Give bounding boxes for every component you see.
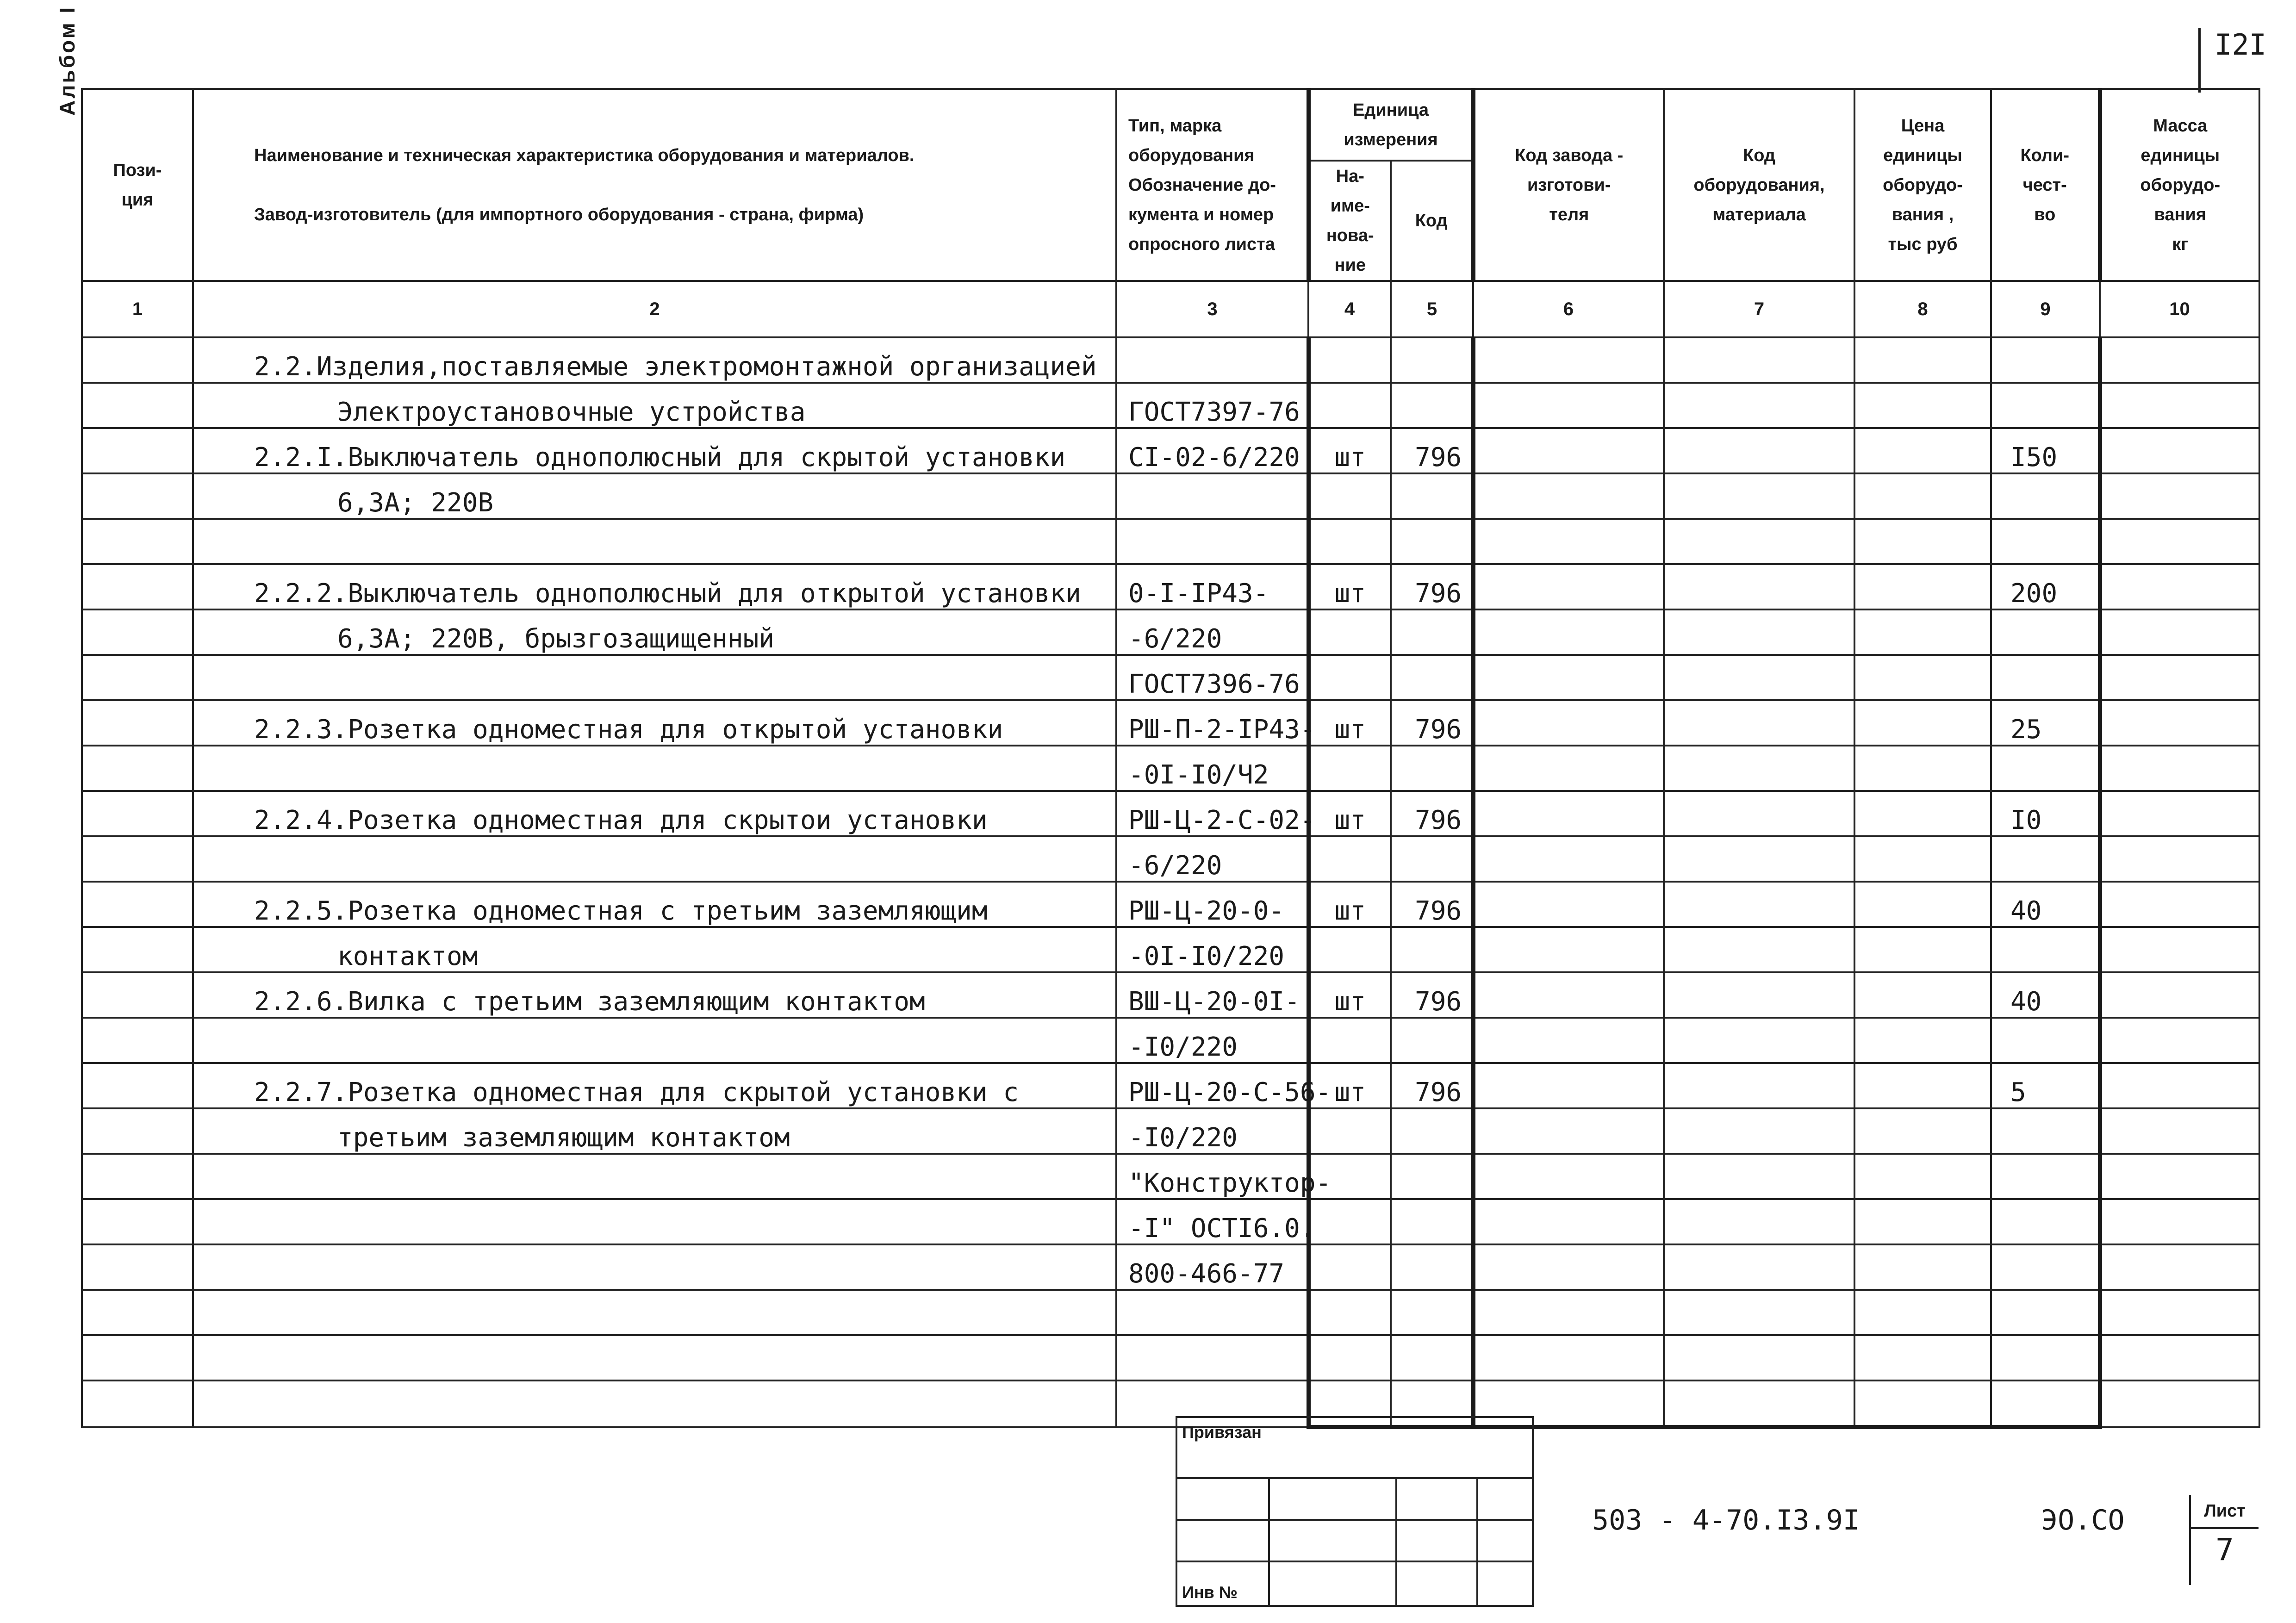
table-row [82, 1335, 2259, 1380]
item-unit-code [1391, 609, 1473, 655]
item-quantity [1991, 1290, 2100, 1335]
empty-cell [2100, 473, 2259, 519]
header-quantity: Коли- чест- во [1991, 89, 2100, 281]
item-quantity: 25 [1991, 700, 2100, 746]
item-unit: шт [1308, 791, 1391, 836]
item-unit [1308, 337, 1391, 383]
empty-cell [2100, 1335, 2259, 1380]
empty-cell [2100, 791, 2259, 836]
item-quantity [1991, 1380, 2100, 1427]
empty-cell [2100, 383, 2259, 428]
empty-cell [82, 1018, 193, 1063]
item-quantity: 40 [1991, 882, 2100, 927]
empty-cell [1854, 564, 1991, 609]
empty-cell [1664, 972, 1854, 1018]
header-type: Тип, марка оборудования Обозначение до- кумента и номер опросного листа [1116, 89, 1308, 281]
item-type [1116, 1335, 1308, 1380]
col-num: 4 [1308, 281, 1391, 337]
item-name [193, 1380, 1116, 1427]
empty-cell [2100, 1244, 2259, 1290]
empty-cell [2100, 609, 2259, 655]
empty-cell [1854, 1108, 1991, 1154]
item-type: -0I-I0/220 [1116, 927, 1308, 972]
item-name [193, 746, 1116, 791]
empty-cell [1854, 836, 1991, 882]
table-row [82, 609, 2259, 655]
item-unit-code [1391, 1290, 1473, 1335]
item-unit-code [1391, 1335, 1473, 1380]
empty-cell [1664, 519, 1854, 564]
empty-cell [1473, 1154, 1664, 1199]
empty-cell [1664, 836, 1854, 882]
stamp-bound-label: Привязан [1176, 1417, 1533, 1478]
item-quantity [1991, 746, 2100, 791]
item-quantity [1991, 519, 2100, 564]
empty-cell [1473, 519, 1664, 564]
empty-cell [1664, 791, 1854, 836]
empty-cell [82, 1108, 193, 1154]
item-quantity [1991, 383, 2100, 428]
empty-cell [1854, 428, 1991, 473]
table-row [82, 564, 2259, 609]
col-num: 5 [1391, 281, 1473, 337]
empty-cell [82, 1154, 193, 1199]
item-name: 2.2.7.Розетка одноместная для скрытой установки с [193, 1063, 1116, 1108]
item-unit [1308, 1199, 1391, 1244]
empty-cell [1664, 609, 1854, 655]
specification-table [81, 88, 2260, 1429]
empty-cell [1473, 1244, 1664, 1290]
item-name [193, 1244, 1116, 1290]
item-unit [1308, 609, 1391, 655]
empty-cell [2100, 1063, 2259, 1108]
empty-cell [1854, 972, 1991, 1018]
item-name [193, 1199, 1116, 1244]
header-unit: Единица измерения [1308, 89, 1473, 161]
empty-cell [1854, 746, 1991, 791]
item-type: -6/220 [1116, 609, 1308, 655]
table-row [82, 428, 2259, 473]
empty-cell [82, 1199, 193, 1244]
item-unit-code: 796 [1391, 882, 1473, 927]
item-unit-code [1391, 836, 1473, 882]
empty-cell [2100, 1108, 2259, 1154]
empty-cell [1664, 1244, 1854, 1290]
item-name: 2.2.6.Вилка с третьим заземляющим контактом [193, 972, 1116, 1018]
empty-cell [1473, 564, 1664, 609]
item-unit [1308, 746, 1391, 791]
item-quantity [1991, 609, 2100, 655]
item-unit-code [1391, 1244, 1473, 1290]
item-name: третьим заземляющим контактом [193, 1108, 1116, 1154]
item-type [1116, 337, 1308, 383]
empty-cell [2100, 972, 2259, 1018]
item-quantity: 40 [1991, 972, 2100, 1018]
table-row [82, 1018, 2259, 1063]
item-name [193, 519, 1116, 564]
empty-cell [1664, 1335, 1854, 1380]
empty-cell [82, 1244, 193, 1290]
empty-cell [2100, 927, 2259, 972]
empty-cell [2100, 337, 2259, 383]
item-name: 6,3А; 220В [193, 473, 1116, 519]
empty-cell [82, 609, 193, 655]
item-unit [1308, 1108, 1391, 1154]
empty-cell [1664, 1063, 1854, 1108]
empty-cell [1854, 473, 1991, 519]
empty-cell [1854, 700, 1991, 746]
empty-cell [1854, 882, 1991, 927]
empty-cell [82, 428, 193, 473]
item-unit [1308, 519, 1391, 564]
item-unit-code [1391, 383, 1473, 428]
empty-cell [2100, 1018, 2259, 1063]
item-unit-code [1391, 1108, 1473, 1154]
table-row [82, 337, 2259, 383]
empty-cell [82, 1335, 193, 1380]
item-type: -6/220 [1116, 836, 1308, 882]
table-row [82, 882, 2259, 927]
item-quantity [1991, 1018, 2100, 1063]
item-quantity: I0 [1991, 791, 2100, 836]
item-quantity [1991, 1154, 2100, 1199]
item-quantity [1991, 1199, 2100, 1244]
empty-cell [1854, 1290, 1991, 1335]
empty-cell [82, 791, 193, 836]
item-name: контактом [193, 927, 1116, 972]
item-name: 2.2.2.Выключатель однополюсный для открытой установки [193, 564, 1116, 609]
empty-cell [1473, 1063, 1664, 1108]
header-unit-code: Код [1391, 161, 1473, 281]
empty-cell [2100, 700, 2259, 746]
item-unit: шт [1308, 564, 1391, 609]
empty-cell [2100, 1290, 2259, 1335]
item-unit: шт [1308, 882, 1391, 927]
empty-cell [2100, 1380, 2259, 1427]
item-unit: шт [1308, 1063, 1391, 1108]
item-type [1116, 519, 1308, 564]
item-unit-code [1391, 655, 1473, 700]
empty-cell [1473, 927, 1664, 972]
empty-cell [1854, 1063, 1991, 1108]
binding-stamp [1176, 1416, 1534, 1607]
table-row [82, 1154, 2259, 1199]
item-name: 2.2.I.Выключатель однополюсный для скрытой установки [193, 428, 1116, 473]
empty-cell [1664, 746, 1854, 791]
item-type: ГОСТ7397-76 [1116, 383, 1308, 428]
item-name: 2.2.5.Розетка одноместная с третьим заземляющим [193, 882, 1116, 927]
item-type: 0-I-IP43- [1116, 564, 1308, 609]
empty-cell [1473, 609, 1664, 655]
empty-cell [1664, 428, 1854, 473]
empty-cell [82, 1380, 193, 1427]
table-row [82, 972, 2259, 1018]
item-unit-code [1391, 519, 1473, 564]
sheet-number: I2I [2198, 28, 2266, 93]
item-name [193, 836, 1116, 882]
empty-cell [1664, 1018, 1854, 1063]
item-quantity: 5 [1991, 1063, 2100, 1108]
item-quantity [1991, 1108, 2100, 1154]
empty-cell [1664, 927, 1854, 972]
item-name: 2.2.3.Розетка одноместная для открытой установки [193, 700, 1116, 746]
item-name [193, 1335, 1116, 1380]
table-row [82, 927, 2259, 972]
empty-cell [1473, 972, 1664, 1018]
empty-cell [1664, 1108, 1854, 1154]
item-unit [1308, 1018, 1391, 1063]
item-type: РШ-Ц-2-С-02- [1116, 791, 1308, 836]
empty-cell [1664, 1380, 1854, 1427]
item-quantity: 200 [1991, 564, 2100, 609]
item-quantity [1991, 337, 2100, 383]
empty-cell [1854, 927, 1991, 972]
item-quantity [1991, 473, 2100, 519]
header-name: Наименование и техническая характеристика оборудования и материалов. Завод-изготовитель (для импортного оборудования - страна, фирма) [193, 89, 1116, 281]
table-row [82, 836, 2259, 882]
empty-cell [2100, 564, 2259, 609]
empty-cell [2100, 746, 2259, 791]
empty-cell [82, 519, 193, 564]
table-row [82, 700, 2259, 746]
item-unit [1308, 383, 1391, 428]
empty-cell [2100, 836, 2259, 882]
sheet-page-number: 7 [2215, 1532, 2234, 1567]
item-type: РШ-Ц-20-С-56- [1116, 1063, 1308, 1108]
empty-cell [1473, 836, 1664, 882]
item-name [193, 1290, 1116, 1335]
empty-cell [1664, 564, 1854, 609]
col-num: 3 [1116, 281, 1308, 337]
item-unit [1308, 927, 1391, 972]
empty-cell [1473, 1018, 1664, 1063]
empty-cell [2100, 882, 2259, 927]
empty-cell [82, 383, 193, 428]
item-quantity [1991, 1335, 2100, 1380]
item-type: ВШ-Ц-20-0I- [1116, 972, 1308, 1018]
empty-cell [2100, 1199, 2259, 1244]
item-quantity [1991, 655, 2100, 700]
sheet-label: Лист [2191, 1495, 2259, 1529]
item-type: -I0/220 [1116, 1018, 1308, 1063]
empty-cell [1473, 383, 1664, 428]
item-unit [1308, 1290, 1391, 1335]
empty-cell [1854, 519, 1991, 564]
empty-cell [1473, 700, 1664, 746]
item-type: -I" ОСТI6.0. [1116, 1199, 1308, 1244]
header-equipment-code: Код оборудования, материала [1664, 89, 1854, 281]
item-name [193, 1154, 1116, 1199]
item-unit-code: 796 [1391, 972, 1473, 1018]
table-row [82, 519, 2259, 564]
table-row [82, 383, 2259, 428]
empty-cell [2100, 519, 2259, 564]
empty-cell [1854, 655, 1991, 700]
empty-cell [1854, 337, 1991, 383]
item-unit-code: 796 [1391, 700, 1473, 746]
table-row [82, 746, 2259, 791]
item-type: CI-02-6/220 [1116, 428, 1308, 473]
column-numbers-row [82, 281, 2259, 337]
empty-cell [1854, 1199, 1991, 1244]
empty-cell [82, 746, 193, 791]
empty-cell [1473, 655, 1664, 700]
col-num: 6 [1473, 281, 1664, 337]
table-row [82, 1244, 2259, 1290]
col-num: 9 [1991, 281, 2100, 337]
empty-cell [1854, 1335, 1991, 1380]
empty-cell [1854, 1244, 1991, 1290]
empty-cell [82, 836, 193, 882]
empty-cell [1473, 882, 1664, 927]
item-type: -I0/220 [1116, 1108, 1308, 1154]
item-unit-code: 796 [1391, 564, 1473, 609]
item-unit-code: 796 [1391, 1063, 1473, 1108]
empty-cell [1473, 1108, 1664, 1154]
empty-cell [82, 655, 193, 700]
empty-cell [2100, 655, 2259, 700]
document-code: 503 - 4-70.I3.9I [1592, 1504, 1860, 1536]
table-row [82, 1199, 2259, 1244]
sheet-box [2189, 1495, 2260, 1585]
side-label: Альбом I [55, 5, 79, 116]
empty-cell [1664, 337, 1854, 383]
item-unit-code [1391, 473, 1473, 519]
item-quantity [1991, 836, 2100, 882]
empty-cell [82, 972, 193, 1018]
empty-cell [1854, 1018, 1991, 1063]
item-type: РШ-Ц-20-0- [1116, 882, 1308, 927]
header-unit-name: На- име- нова- ние [1308, 161, 1391, 281]
col-num: 1 [82, 281, 193, 337]
empty-cell [82, 882, 193, 927]
item-unit [1308, 655, 1391, 700]
table-row [82, 655, 2259, 700]
col-num: 10 [2100, 281, 2259, 337]
empty-cell [1473, 473, 1664, 519]
col-num: 2 [193, 281, 1116, 337]
stamp-inv-label: Инв № [1176, 1561, 1269, 1606]
empty-cell [1473, 428, 1664, 473]
empty-cell [1664, 1290, 1854, 1335]
item-unit [1308, 473, 1391, 519]
empty-cell [1664, 700, 1854, 746]
empty-cell [1473, 337, 1664, 383]
item-unit-code [1391, 927, 1473, 972]
item-quantity [1991, 1244, 2100, 1290]
table-row [82, 473, 2259, 519]
item-quantity: I50 [1991, 428, 2100, 473]
empty-cell [1473, 1290, 1664, 1335]
item-unit-code: 796 [1391, 428, 1473, 473]
item-unit [1308, 1335, 1391, 1380]
empty-cell [1664, 383, 1854, 428]
empty-cell [1473, 746, 1664, 791]
empty-cell [1854, 1154, 1991, 1199]
empty-cell [2100, 1154, 2259, 1199]
item-unit-code [1391, 746, 1473, 791]
item-quantity [1991, 927, 2100, 972]
item-unit-code: 796 [1391, 791, 1473, 836]
item-unit-code [1391, 1154, 1473, 1199]
item-name: 2.2.4.Розетка одноместная для скрытои установки [193, 791, 1116, 836]
empty-cell [1473, 791, 1664, 836]
item-unit [1308, 1244, 1391, 1290]
table-row [82, 791, 2259, 836]
item-type: -0I-I0/Ч2 [1116, 746, 1308, 791]
empty-cell [82, 1290, 193, 1335]
item-unit: шт [1308, 972, 1391, 1018]
empty-cell [82, 564, 193, 609]
item-name [193, 655, 1116, 700]
empty-cell [2100, 428, 2259, 473]
table-row [82, 1380, 2259, 1427]
empty-cell [82, 473, 193, 519]
col-num: 8 [1854, 281, 1991, 337]
header-price: Цена единицы оборудо- вания , тыс руб [1854, 89, 1991, 281]
empty-cell [1473, 1199, 1664, 1244]
header-factory-code: Код завода - изготови- теля [1473, 89, 1664, 281]
empty-cell [82, 1063, 193, 1108]
table-row [82, 1108, 2259, 1154]
item-unit: шт [1308, 428, 1391, 473]
col-num: 7 [1664, 281, 1854, 337]
item-name: 2.2.Изделия,поставляемые электромонтажной организацией [193, 337, 1116, 383]
empty-cell [1854, 609, 1991, 655]
item-unit-code [1391, 1199, 1473, 1244]
header-mass: Масса единицы оборудо- вания кг [2100, 89, 2259, 281]
item-name: Электроустановочные устройства [193, 383, 1116, 428]
table-row [82, 1290, 2259, 1335]
item-unit: шт [1308, 700, 1391, 746]
empty-cell [1664, 655, 1854, 700]
empty-cell [1854, 383, 1991, 428]
item-unit [1308, 836, 1391, 882]
item-unit-code [1391, 337, 1473, 383]
item-type: 800-466-77 [1116, 1244, 1308, 1290]
item-type [1116, 1290, 1308, 1335]
empty-cell [1664, 882, 1854, 927]
empty-cell [1664, 1154, 1854, 1199]
empty-cell [1664, 1199, 1854, 1244]
item-type: "Конструктор- [1116, 1154, 1308, 1199]
item-type [1116, 473, 1308, 519]
empty-cell [82, 927, 193, 972]
empty-cell [82, 337, 193, 383]
item-name [193, 1018, 1116, 1063]
header-position: Пози- ция [82, 89, 193, 281]
table-row [82, 1063, 2259, 1108]
document-subcode: ЭО.СО [2041, 1504, 2125, 1536]
empty-cell [1473, 1335, 1664, 1380]
item-type: ГОСТ7396-76 [1116, 655, 1308, 700]
empty-cell [82, 700, 193, 746]
item-type: РШ-П-2-IP43- [1116, 700, 1308, 746]
empty-cell [1854, 1380, 1991, 1427]
empty-cell [1664, 473, 1854, 519]
item-name: 6,3А; 220В, брызгозащищенный [193, 609, 1116, 655]
empty-cell [1854, 791, 1991, 836]
item-unit-code [1391, 1018, 1473, 1063]
